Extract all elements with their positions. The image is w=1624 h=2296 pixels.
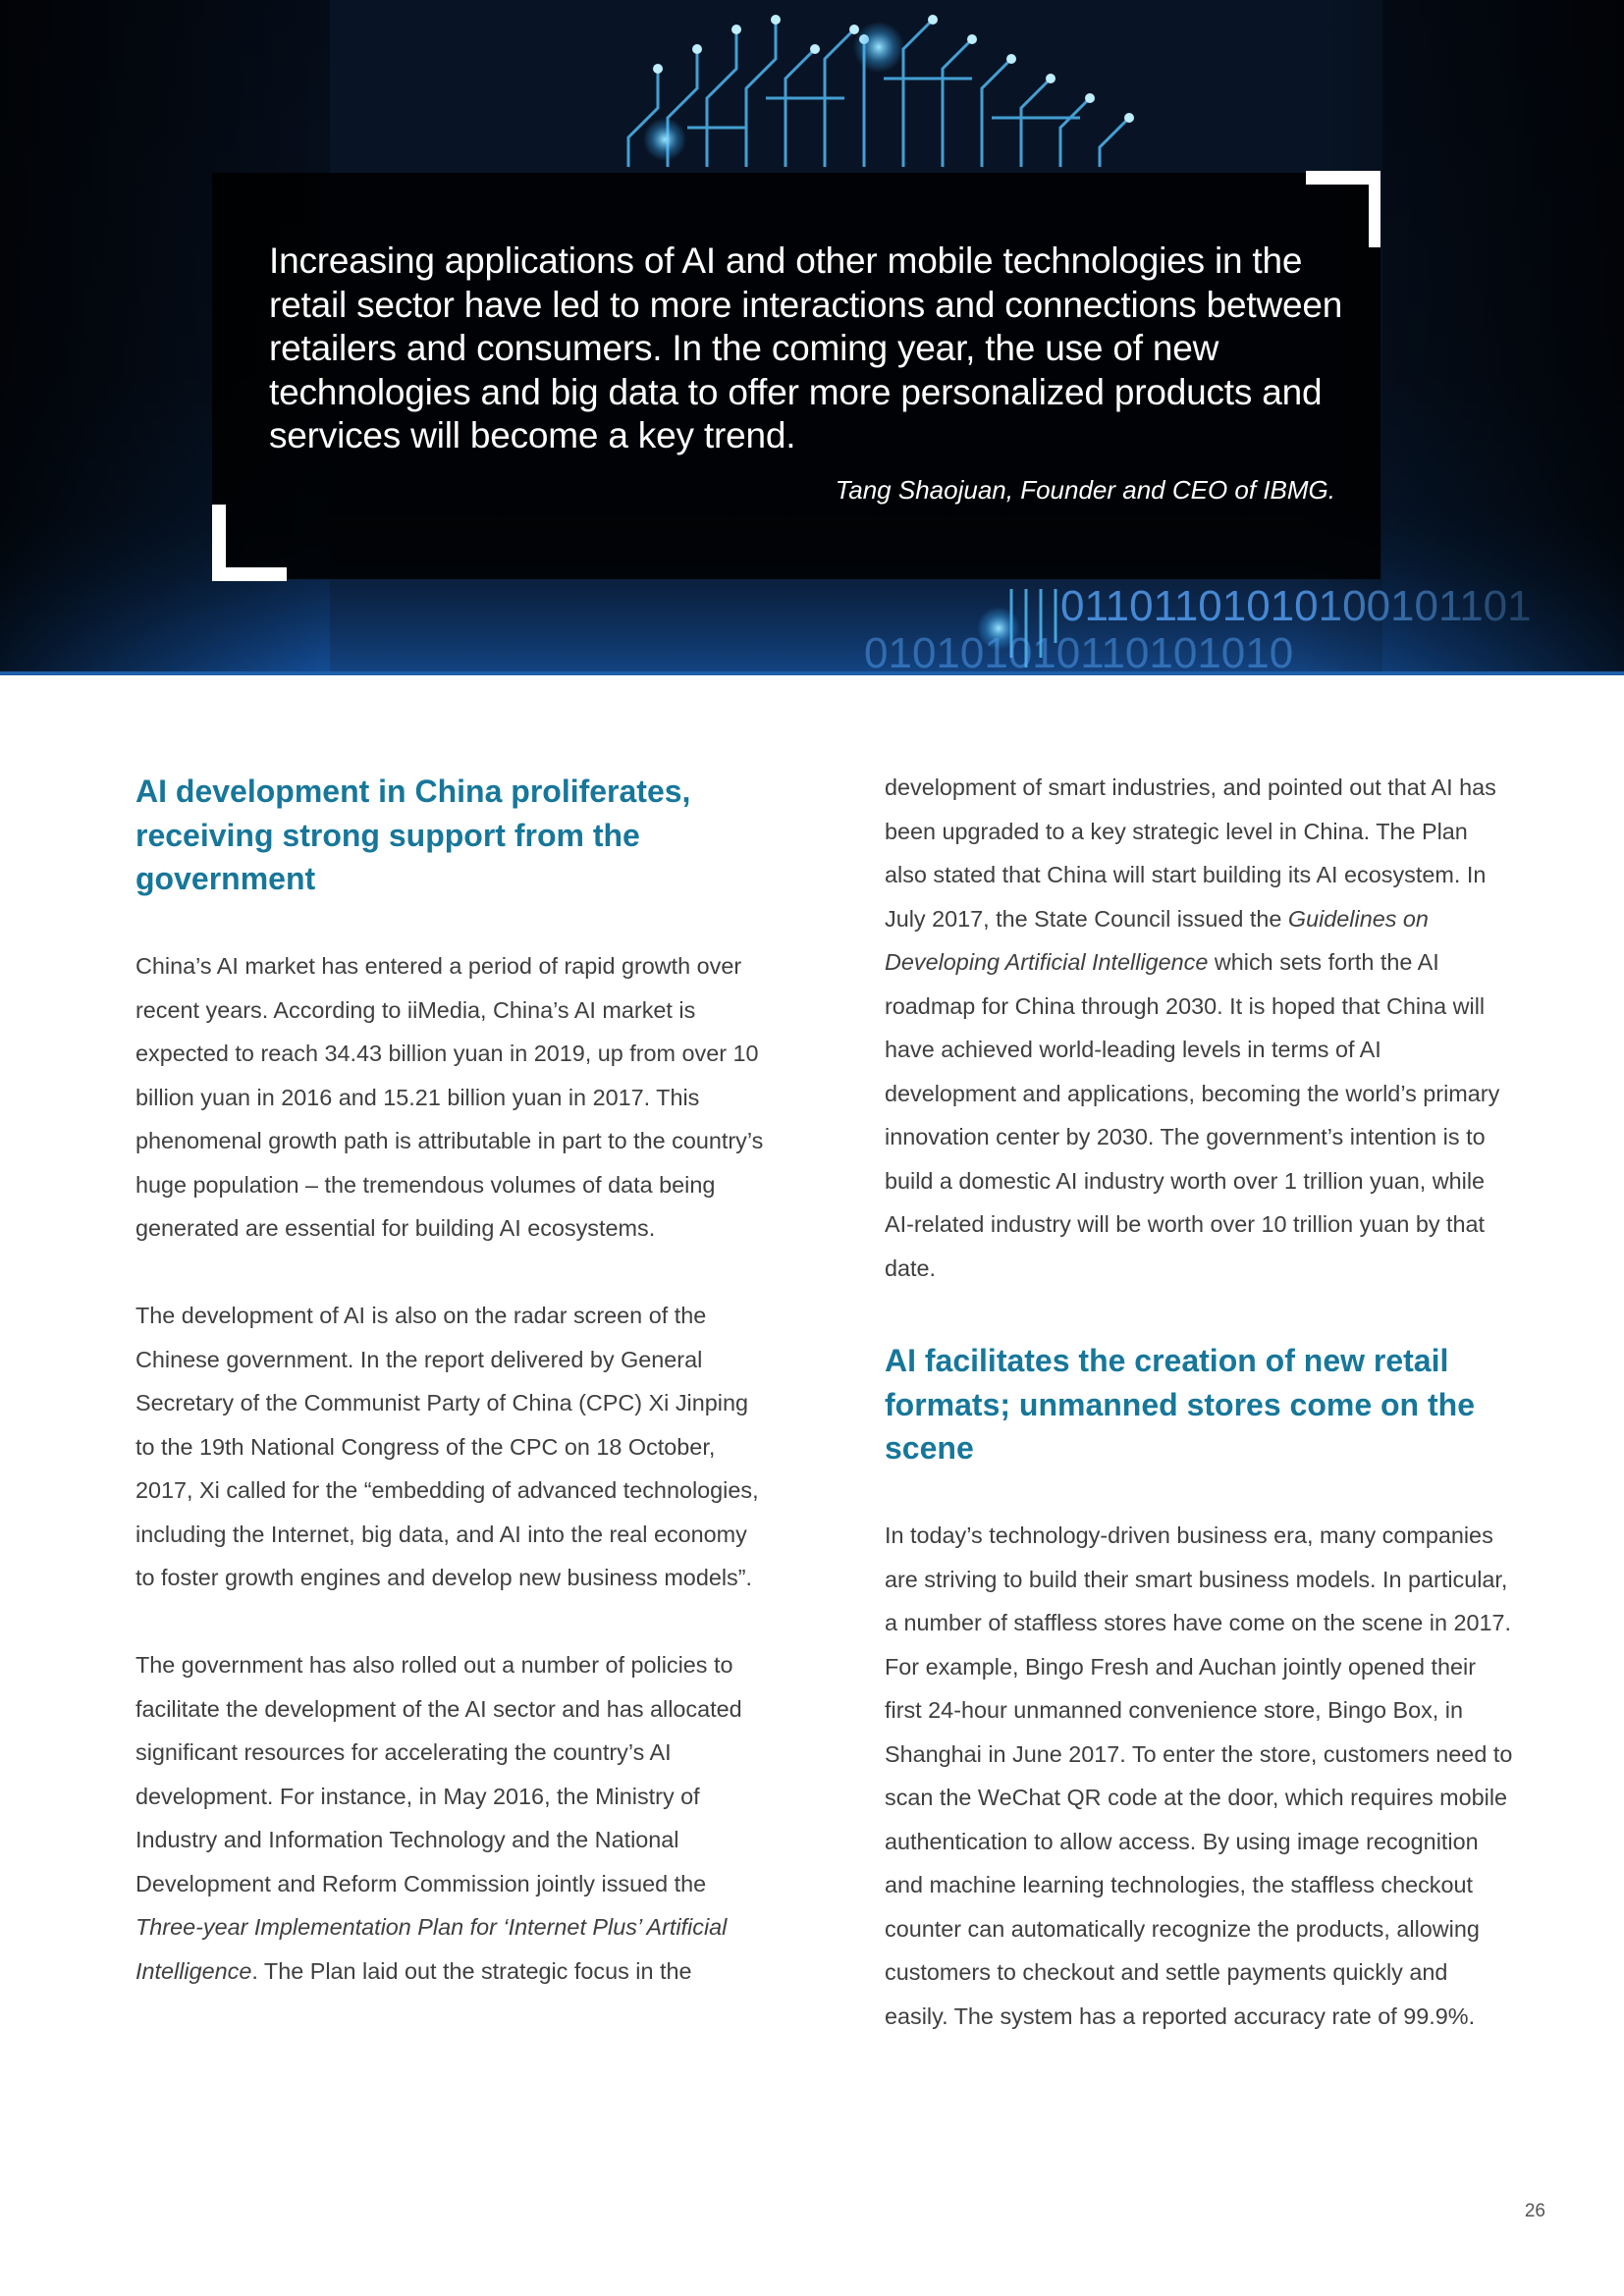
text-run: . The Plan laid out the strategic focus in the <box>251 1957 692 1984</box>
quote-corner-bottom-left <box>212 505 287 581</box>
hero-divider <box>0 671 1624 675</box>
paragraph: China’s AI market has entered a period of rapid growth over recent years. According to iiMedia, China’s AI market is expected to reach 34.43 billion yuan in 2019, up from over 10 billion yuan in 2016 and 15.21 billion yuan in 2017. This phenomenal growth path is attributable in part to the country’s huge population – the tremendous volumes of data being generated are essential for building AI ecosystems. <box>135 953 764 1241</box>
paragraph: The development of AI is also on the radar screen of the Chinese government. In the report delivered by General Secretary of the Communist Party of China (CPC) Xi Jinping to the 19th National Congress of the CPC on 18 October, 2017, Xi called for the “embedding of advanced technologies, including the Internet, big data, and AI into the real economy to foster growth engines and develop new business models”. <box>135 1303 759 1590</box>
quote-attribution: Tang Shaojuan, Founder and CEO of IBMG. <box>835 475 1335 505</box>
section-heading-new-retail: AI facilitates the creation of new retail formats; unmanned stores come on the scene <box>885 1343 1475 1466</box>
quote-corner-top-right <box>1306 171 1380 247</box>
paragraph: In today’s technology-driven business era, many companies are striving to build their smart business models. In particular, a number of staffless stores have come on the scene in 2017. For example, Bingo Fresh and Auchan jointly opened their first 24-hour unmanned convenience store, Bingo Box, in Shanghai in June 2017. To enter the store, customers need to scan the WeChat QR code at the door, which requires mobile authentication to allow access. By using image recognition and machine learning technologies, the staffless checkout counter can automatically recognize the products, allowing customers to checkout and settle payments quickly and easily. The system has a reported accuracy rate of 99.9%. <box>885 1522 1513 2029</box>
text-run: The government has also rolled out a number of policies to facilitate the development of the AI sector and has allocated significant resources for accelerating the country’s AI development. For instance, in May 2016, the Ministry of Industry and Information Technology and the National Development and Reform Commission jointly issued the <box>135 1652 742 1896</box>
plan-title-italic: Three-year Implementation Plan for ‘Internet Plus’ Artificial Intelligence <box>135 1914 728 1984</box>
text-run: development of smart industries, and pointed out that AI has been upgraded to a key strategic level in China. The Plan also stated that China will start building its AI ecosystem. In July 2017, the State Council issued the <box>885 774 1496 932</box>
page-number: 26 <box>1524 2201 1545 2221</box>
section-heading-ai-development: AI development in China proliferates, receiving strong support from the government <box>135 774 691 896</box>
guidelines-title-italic: Guidelines on Developing Artificial Intelligence <box>885 905 1429 975</box>
text-run: which sets forth the AI roadmap for China through 2030. It is hoped that China will have achieved world-leading levels in terms of AI development and applications, becoming the world’s primary innovation center by 2030. The government’s intention is to build a domestic AI industry worth over 1 trillion yuan, while AI-related industry will be worth over 10 trillion yuan by that date. <box>885 949 1500 1281</box>
hero-banner <box>0 0 1624 675</box>
left-column <box>135 770 764 1993</box>
right-column <box>885 766 1513 2038</box>
paragraph <box>885 766 1513 1290</box>
hero-quote: Increasing applications of AI and other mobile technologies in the retail sector have led to more interactions and connections between retailers and consumers. In the coming year, the use of new technologies and big data to offer more personalized products and services will become a key trend. <box>269 240 1343 455</box>
paragraph <box>135 1643 764 1993</box>
